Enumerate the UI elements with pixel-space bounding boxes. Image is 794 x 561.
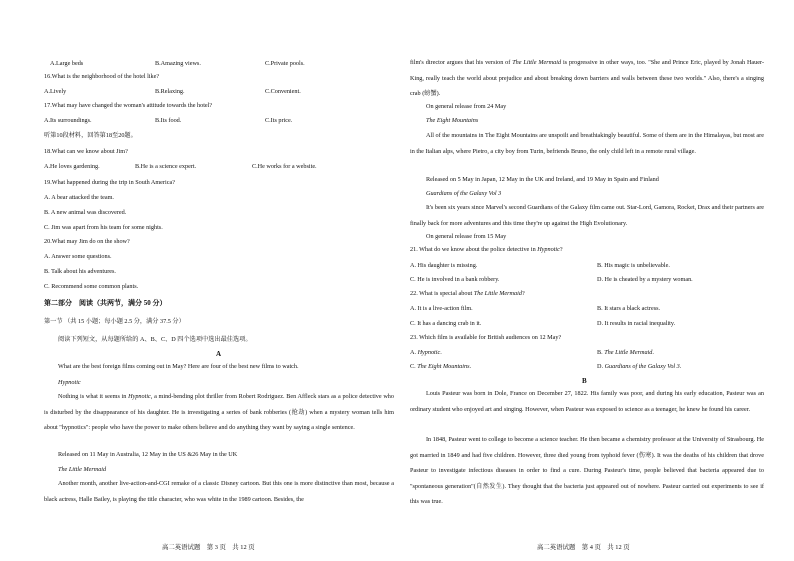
left-page-footer: 高二英语试题 第 3 页 共 12 页 — [162, 544, 255, 551]
right-page-footer: 高二英语试题 第 4 页 共 12 页 — [537, 544, 630, 551]
q21-option-a: A. His daughter is missing. — [410, 262, 478, 269]
q21-option-c: C. He is involved in a bank robbery. — [410, 276, 500, 283]
film1-paragraph: Nothing is what it seems in Hypnotic, a mind-bending plot thriller from Robert Rodriguez. Ben Affleck stars as a police detective who is disturbed by the disappearance of his daughter. He is investigating a series of bank robberies (抢劫) when a mystery woman tells him about "hypnotics": people who have the power to make others believe and do anything they want by saying a single sentence. — [44, 393, 394, 431]
film3-release: Released on 5 May in Japan, 12 May in the UK and Ireland, and 19 May in Spain and Finland — [426, 176, 659, 183]
right-page — [397, 0, 794, 561]
q17-option-a: A.Its surroundings. — [44, 117, 92, 124]
passage-a-label: A — [216, 350, 222, 358]
q19-option-c: C. Jim was apart from his team for some nights. — [44, 224, 163, 231]
q20-option-c: C. Recommend some common plants. — [44, 283, 139, 290]
film3-paragraph: All of the mountains in The Eight Mountains are unspoilt and breathtakingly beautiful. Some of them are in the Himalayas, but most are in the Italian alps, where Pietro, a city boy from Turin, befriends Bruno, the only child left in a remote rural village. — [410, 132, 764, 155]
part2-title: 第二部分 阅读（共两节，满分 50 分） — [44, 299, 167, 307]
q22-option-c: C. It has a dancing crab in it. — [410, 320, 482, 327]
passage-a-intro: What are the best foreign films coming out in May? Here are four of the best new films to watch. — [58, 363, 299, 370]
section1-instructions: 阅读下列短文，从每题所给的 A、B、C、D 四个选项中选出最佳选项。 — [58, 336, 252, 343]
q20-option-b: B. Talk about his adventures. — [44, 268, 116, 275]
film2-paragraph-start: Another month, another live-action-and-CGI remake of a classic Disney cartoon. But this one is more distinctive than most, because a black actress, Halle Bailey, is playing the title character, who was white in the 1989 cartoon. Besides, the — [44, 480, 394, 503]
q17-option-c: C.Its price. — [265, 117, 293, 124]
film2-title: The Little Mermaid — [58, 466, 107, 473]
q15-option-a: A.Large beds — [50, 60, 84, 67]
q21-option-b: B. His magic is unbelievable. — [597, 262, 670, 269]
film2-release: On general release from 24 May — [426, 103, 507, 110]
q18-stem: 18.What can we know about Jim? — [44, 148, 128, 155]
q19-option-b: B. A new animal was discovered. — [44, 209, 127, 216]
film4-title: Guardians of the Galaxy Vol 3 — [426, 190, 502, 197]
q23-stem: 23. Which film is available for British audiences on 12 May? — [410, 334, 562, 341]
q16-option-a: A.Lively — [44, 88, 67, 95]
q16-option-b: B.Relaxing. — [155, 88, 185, 95]
q23-option-a: A. Hypnotic. — [410, 349, 442, 356]
q23-option-d: D. Guardians of the Galaxy Vol 3. — [597, 363, 682, 370]
q23-option-c: C. The Eight Mountains. — [410, 363, 472, 370]
passage-b-paragraph-2: In 1848, Pasteur went to college to become a science teacher. He then became a chemistry professor at the University of Strasbourg. He got married in 1849 and had five children. However, three died young from typhoid fever (伤寒). It was the deaths of his children that drove Pasteur to investigate infectious diseases in order to find a cure. During Pasteur's time, people believed that bacteria appeared due to "spontaneous generation"(自然发生). They thought that the bacteria just appeared out of nowhere. Pasteur carried out experiments to see if this was true. — [410, 436, 764, 505]
q16-option-c: C.Convenient. — [265, 88, 301, 95]
film1-title: Hypnotic — [58, 379, 81, 386]
q18-option-a: A.He loves gardening. — [44, 163, 100, 170]
q19-option-a: A. A bear attacked the team. — [44, 194, 114, 201]
q22-stem: 22. What is special about The Little Mermaid? — [410, 290, 525, 297]
passage-b-paragraph-1: Louis Pasteur was born in Dole, France on December 27, 1822. His family was poor, and during his early education, Pasteur was an ordinary student who enjoyed art and singing. However, when Pasteur was exposed to science as a teenager, he knew he found his career. — [410, 390, 764, 413]
q20-stem: 20.What may Jim do on the show? — [44, 238, 130, 245]
film4-paragraph: It's been six years since Marvel's second Guardians of the Galaxy film came out. Star-Lord, Gamora, Rocket, Drax and their partners are finally back for more adventures and this time they're up against the High Evolutionary. — [410, 204, 765, 227]
film3-title: The Eight Mountains — [426, 117, 479, 124]
q17-option-b: B.Its food. — [155, 117, 182, 124]
q15-option-b: B.Amazing views. — [155, 60, 201, 67]
section1-title: 第一节 （共 15 小题；每小题 2.5 分，满分 37.5 分） — [44, 318, 185, 325]
film1-release: Released on 11 May in Australia, 12 May in the US &26 May in the UK — [58, 451, 238, 458]
q17-stem: 17.What may have changed the woman's attitude towards the hotel? — [44, 102, 213, 109]
q22-option-a: A. It is a live-action film. — [410, 305, 473, 312]
q19-stem: 19.What happened during the trip in South America? — [44, 179, 175, 186]
q16-stem: 16.What is the neighborhood of the hotel like? — [44, 73, 160, 80]
q22-option-b: B. It stars a black actress. — [597, 305, 661, 312]
film4-release: On general release from 15 May — [426, 233, 507, 240]
q18-option-c: C.He works for a website. — [252, 163, 317, 170]
q21-option-d: D. He is cheated by a mystery woman. — [597, 276, 693, 283]
passage10-intro: 听第10段材料，回答第18至20题。 — [44, 132, 137, 139]
q22-option-d: D. It results in racial inequality. — [597, 320, 676, 327]
film2-paragraph-continued: film's director argues that his version of The Little Mermaid is progressive in other ways, too. "She and Prince Eric, played by Jonah Hauer-King, really teach the world about prejudice and about breaking down barriers and walls between these two worlds." Also, there's a singing crab (螃蟹). — [410, 59, 765, 97]
q18-option-b: B.He is a science expert. — [135, 163, 197, 170]
q20-option-a: A. Answer some questions. — [44, 253, 112, 260]
q15-option-c: C.Private pools. — [265, 60, 305, 67]
q23-option-b: B. The Little Mermaid. — [597, 349, 654, 356]
q21-stem: 21. What do we know about the police detective in Hypnotic? — [410, 246, 563, 253]
passage-b-label: B — [582, 377, 587, 385]
